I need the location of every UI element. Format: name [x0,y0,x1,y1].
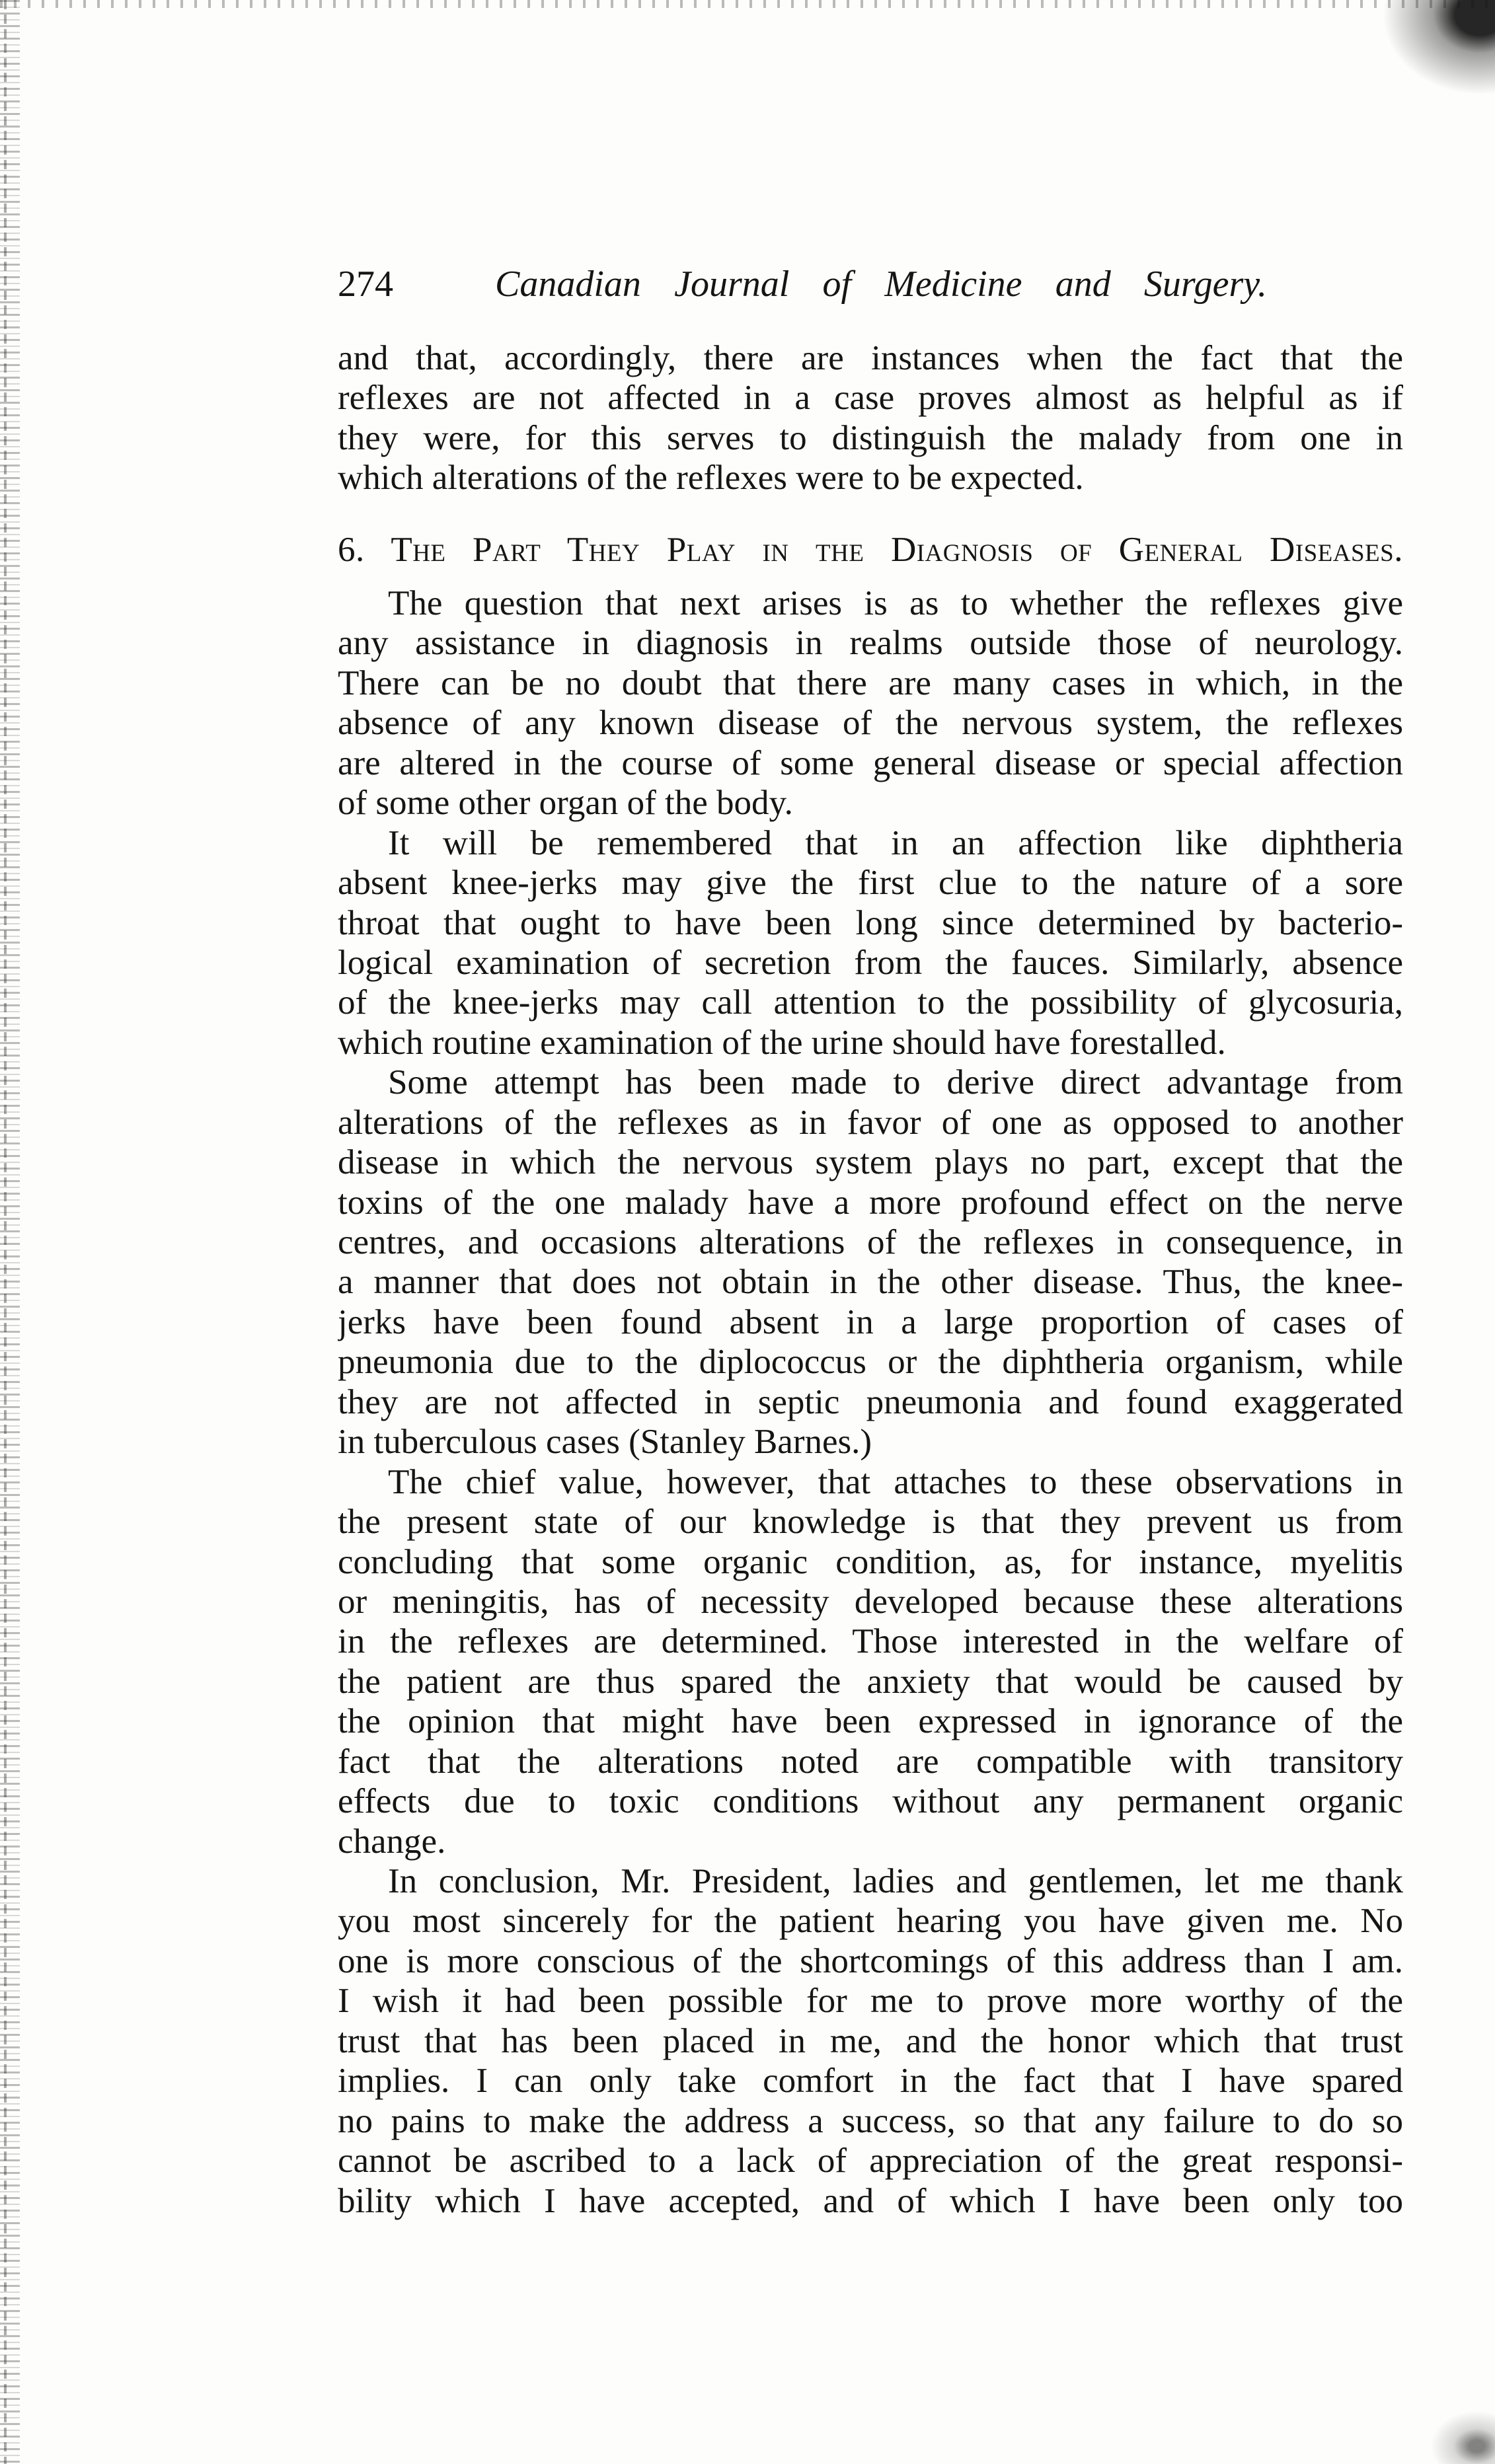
section-heading-block [338,530,1403,570]
text-line: reflexes are not affected in a case proves almost as helpful as if [338,379,1403,418]
text-line: There can be no doubt that there are many cases in which, in the [338,663,1403,702]
text-line: any assistance in diagnosis in realms outside those of neurology. [338,624,1403,663]
section-body [338,583,1403,2221]
text-line: jerks have been found absent in a large proportion of cases of [338,1302,1403,1341]
text-line: centres, and occasions alterations of the reflexes in consequence, in [338,1223,1403,1261]
paragraph [338,823,1403,1063]
text-line: toxins of the one malady have a more profound effect on the nerve [338,1183,1403,1222]
text-line: The chief value, however, that attaches to these observations in [388,1462,1403,1501]
running-title: Canadian Journal of Medicine and Surgery. [495,264,1267,305]
text-line: change. [338,1822,446,1861]
text-line: one is more conscious of the shortcomings of this address than I am. [338,1941,1403,1980]
text-line: alterations of the reflexes as in favor of one as opposed to another [338,1103,1403,1142]
text-line: bility which I have accepted, and of which I have been only too [338,2181,1403,2220]
text-line: disease in which the nervous system plays no part, except that the [338,1143,1403,1182]
text-line: pneumonia due to the diplococcus or the diphtheria organism, while [338,1343,1403,1382]
text-line: It will be remembered that in an affection like diphtheria [388,823,1403,862]
section-heading: 6. The Part They Play in the Diagnosis of General Diseases. [338,531,1403,569]
paragraph-continuation [338,338,1403,498]
text-line: The question that next arises is as to whether the reflexes give [388,584,1403,622]
text-line: I wish it had been possible for me to prove more worthy of the [338,1982,1403,2021]
text-line: they are not affected in septic pneumonia and found exaggerated [338,1382,1403,1421]
text-line: the present state of our knowledge is that they prevent us from [338,1503,1403,1542]
text-line: absent knee-jerks may give the first clue to the nature of a sore [338,864,1403,903]
text-line: a manner that does not obtain in the other disease. Thus, the knee- [338,1263,1403,1302]
text-line: which alterations of the reflexes were to be expected. [338,459,1084,498]
text-line: Some attempt has been made to derive direct advantage from [388,1063,1403,1102]
text-line: of some other organ of the body. [338,784,793,823]
text-line: of the knee-jerks may call attention to the possibility of glycosuria, [338,983,1403,1022]
text-line: you most sincerely for the patient hearing you have given me. No [338,1902,1403,1941]
text-line: the patient are thus spared the anxiety that would be caused by [338,1662,1403,1701]
text-line: throat that ought to have been long since determined by bacterio- [338,903,1403,942]
text-line: are altered in the course of some general disease or special affection [338,743,1403,782]
paragraph [338,1462,1403,1861]
text-line: or meningitis, has of necessity developed because these alterations [338,1582,1403,1621]
scan-corner-specks [1422,2405,1495,2464]
paragraph [338,1063,1403,1462]
text-line: cannot be ascribed to a lack of appreciation of the great responsi- [338,2142,1403,2181]
text-line: In conclusion, Mr. President, ladies and gentlemen, let me thank [388,1862,1403,1900]
page-number: 274 [338,264,393,305]
scan-corner-smudge [1369,0,1495,106]
text-line: they were, for this serves to distinguish the malady from one in [338,418,1403,457]
scan-top-edge [0,0,1495,8]
scan-binding-line [4,0,7,2464]
text-line: trust that has been placed in me, and the honor which that trust [338,2021,1403,2060]
text-line: concluding that some organic condition, as, for instance, myelitis [338,1542,1403,1581]
paragraph [338,583,1403,823]
text-line: in the reflexes are determined. Those interested in the welfare of [338,1622,1403,1661]
text-line: which routine examination of the urine should have forestalled. [338,1023,1226,1062]
text-line: no pains to make the address a success, so that any failure to do so [338,2101,1403,2140]
text-line: and that, accordingly, there are instances when the fact that the [338,339,1403,377]
text-line: absence of any known disease of the nervous system, the reflexes [338,704,1403,743]
text-line: in tuberculous cases (Stanley Barnes.) [338,1423,872,1462]
text-line: effects due to toxic conditions without any permanent organic [338,1782,1403,1821]
text-line: logical examination of secretion from the fauces. Similarly, absence [338,943,1403,982]
text-line: fact that the alterations noted are compatible with transitory [338,1742,1403,1781]
text-line: implies. I can only take comfort in the fact that I have spared [338,2062,1403,2101]
scan-binding-edge [0,0,20,2464]
text-line: the opinion that might have been expressed in ignorance of the [338,1702,1403,1741]
paragraph [338,1861,1403,2221]
